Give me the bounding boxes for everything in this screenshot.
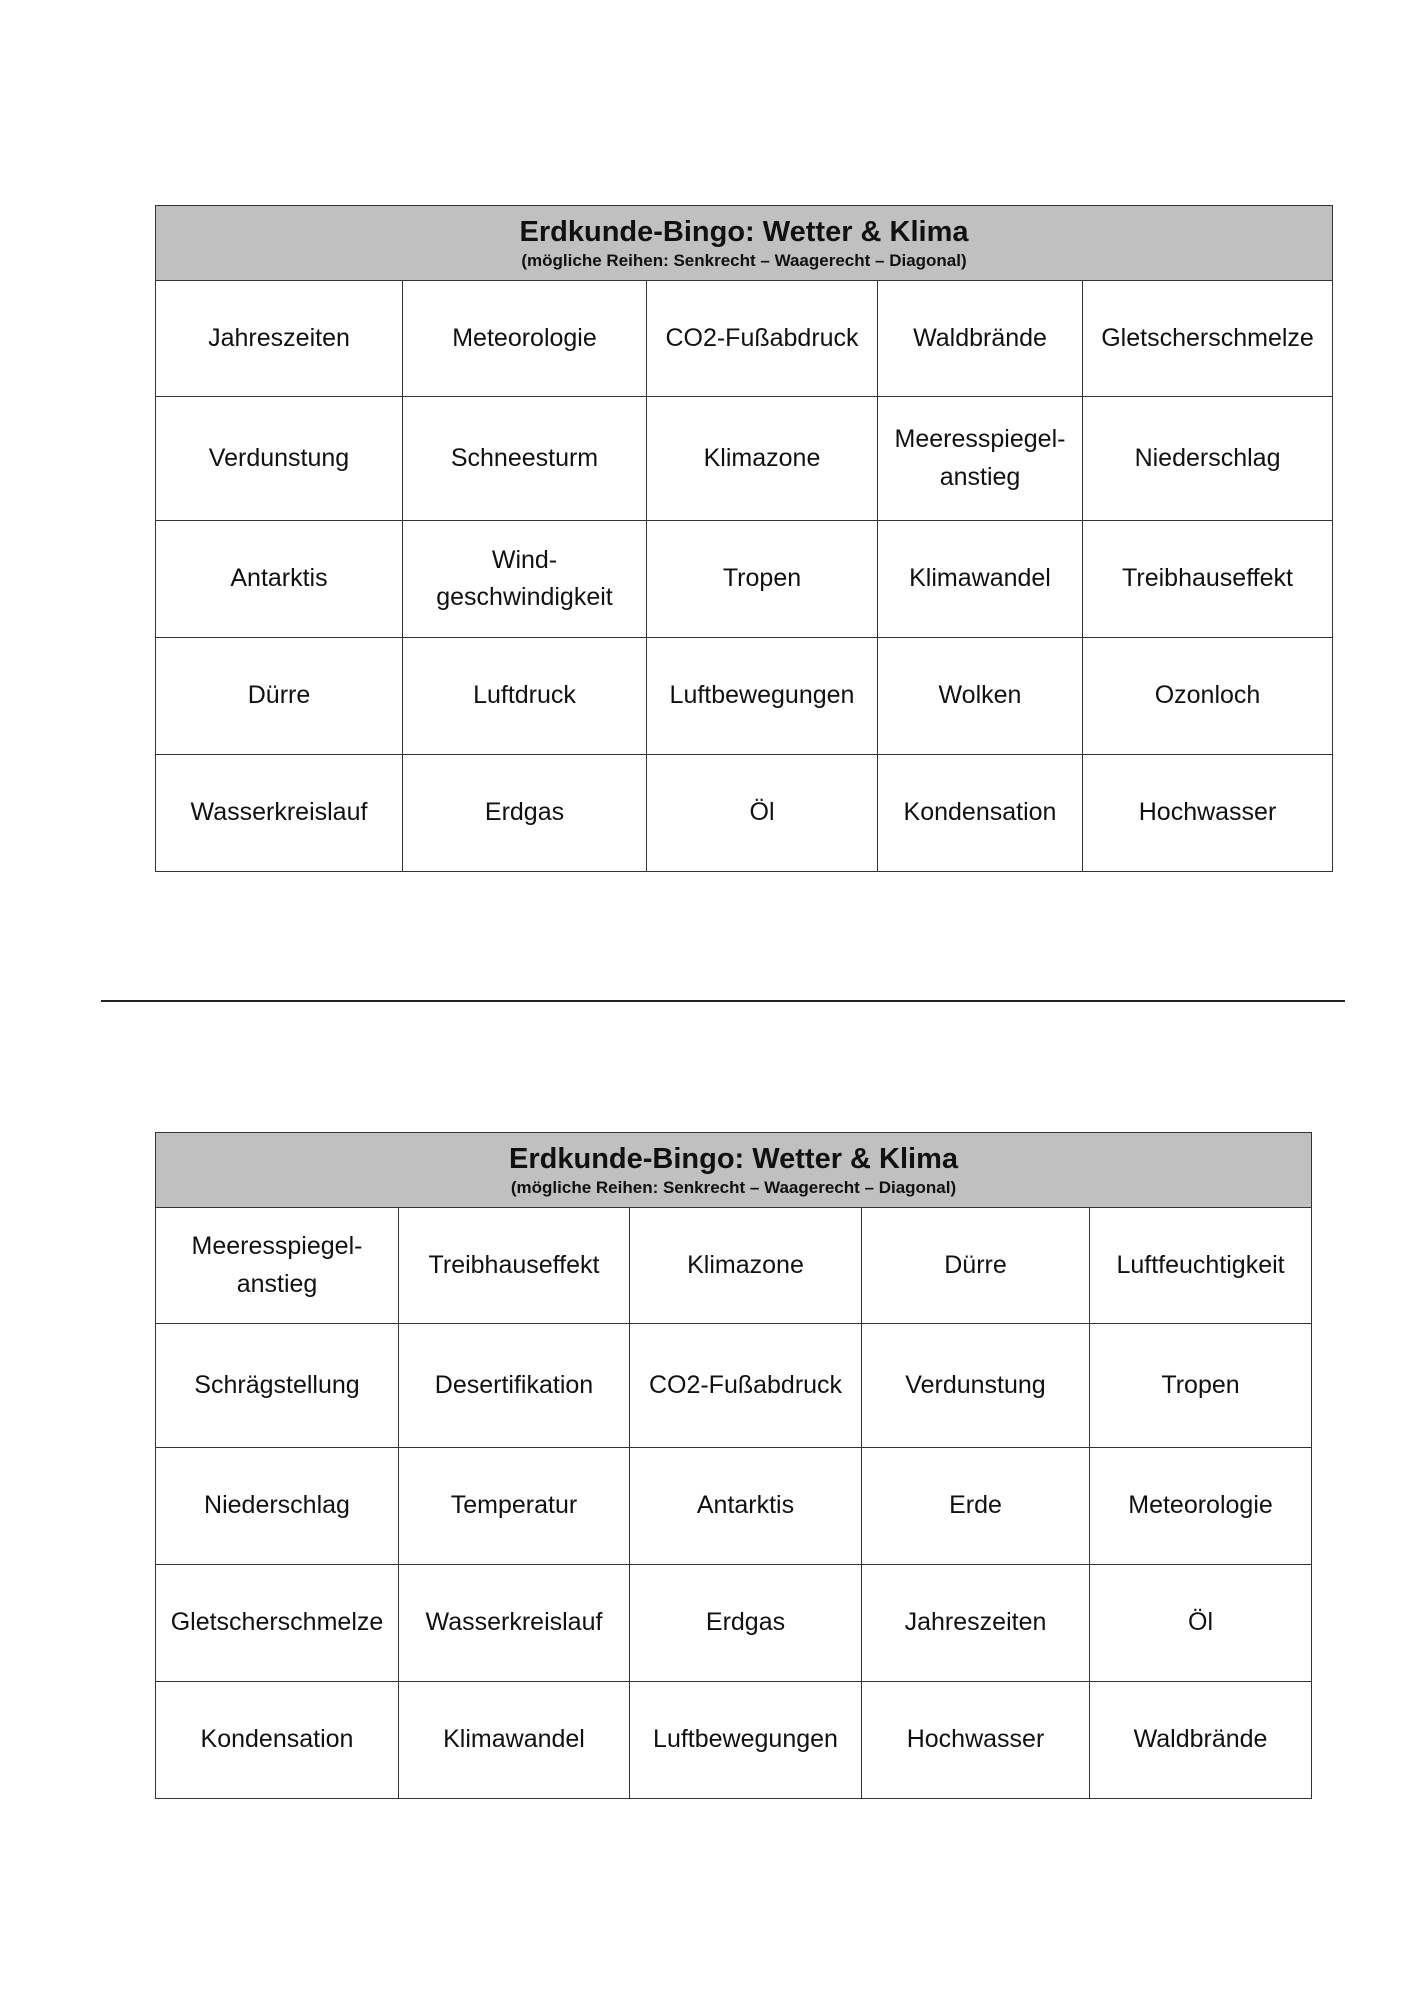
bingo-cell: Klimazone: [630, 1208, 862, 1324]
card-title: Erdkunde-Bingo: Wetter & Klima: [519, 215, 969, 248]
bingo-cell: Luftbewegungen: [647, 638, 878, 755]
card-subtitle: (mögliche Reihen: Senkrecht – Waagerecht – Diagonal): [521, 250, 967, 270]
bingo-row: [156, 397, 1333, 521]
bingo-cell: Ozonloch: [1083, 638, 1333, 755]
card-header: [156, 206, 1333, 281]
bingo-cell: Desertifikation: [399, 1324, 630, 1448]
bingo-cell: Kondensation: [156, 1682, 399, 1799]
bingo-cell: Gletscherschmelze: [1083, 281, 1333, 397]
bingo-cell: Wasserkreislauf: [399, 1565, 630, 1682]
bingo-cell: Hochwasser: [1083, 755, 1333, 872]
bingo-cell: Erde: [862, 1448, 1090, 1565]
bingo-cell: CO2-Fußabdruck: [647, 281, 878, 397]
bingo-cell: Erdgas: [630, 1565, 862, 1682]
bingo-cell: Öl: [647, 755, 878, 872]
bingo-card-1: [155, 205, 1333, 872]
bingo-cell: Klimawandel: [399, 1682, 630, 1799]
bingo-cell: Wolken: [878, 638, 1083, 755]
bingo-cell: Kondensation: [878, 755, 1083, 872]
bingo-cell: Jahreszeiten: [156, 281, 403, 397]
bingo-cell: Schneesturm: [403, 397, 647, 521]
bingo-cell: Temperatur: [399, 1448, 630, 1565]
bingo-row: [156, 1448, 1312, 1565]
bingo-cell: Niederschlag: [1083, 397, 1333, 521]
bingo-cell: Öl: [1090, 1565, 1312, 1682]
bingo-row: [156, 1682, 1312, 1799]
bingo-row: [156, 1208, 1312, 1324]
bingo-row: [156, 281, 1333, 397]
bingo-cell: Dürre: [862, 1208, 1090, 1324]
bingo-cell: Meeresspiegel- anstieg: [156, 1208, 399, 1324]
bingo-cell: Treibhauseffekt: [1083, 521, 1333, 638]
bingo-cell: Klimawandel: [878, 521, 1083, 638]
bingo-cell: Verdunstung: [862, 1324, 1090, 1448]
bingo-cell: Wind- geschwindigkeit: [403, 521, 647, 638]
bingo-row: [156, 521, 1333, 638]
bingo-cell: Tropen: [647, 521, 878, 638]
bingo-row: [156, 1324, 1312, 1448]
bingo-cell: Hochwasser: [862, 1682, 1090, 1799]
bingo-cell: Luftfeuchtigkeit: [1090, 1208, 1312, 1324]
bingo-cell: Tropen: [1090, 1324, 1312, 1448]
bingo-cell: Gletscherschmelze: [156, 1565, 399, 1682]
bingo-cell: Schrägstellung: [156, 1324, 399, 1448]
bingo-cell: Waldbrände: [878, 281, 1083, 397]
bingo-cell: Meteorologie: [403, 281, 647, 397]
cut-line-divider: [101, 1000, 1345, 1002]
card-header: [156, 1133, 1312, 1208]
bingo-cell: Antarktis: [630, 1448, 862, 1565]
bingo-row: [156, 638, 1333, 755]
bingo-cell: Dürre: [156, 638, 403, 755]
bingo-cell: Verdunstung: [156, 397, 403, 521]
bingo-cell: Klimazone: [647, 397, 878, 521]
bingo-cell: Jahreszeiten: [862, 1565, 1090, 1682]
bingo-row: [156, 1565, 1312, 1682]
bingo-cell: Treibhauseffekt: [399, 1208, 630, 1324]
bingo-card-2: [155, 1132, 1312, 1799]
bingo-cell: CO2-Fußabdruck: [630, 1324, 862, 1448]
bingo-cell: Wasserkreislauf: [156, 755, 403, 872]
bingo-cell: Meteorologie: [1090, 1448, 1312, 1565]
bingo-cell: Luftbewegungen: [630, 1682, 862, 1799]
bingo-cell: Niederschlag: [156, 1448, 399, 1565]
bingo-cell: Erdgas: [403, 755, 647, 872]
bingo-cell: Waldbrände: [1090, 1682, 1312, 1799]
card-title: Erdkunde-Bingo: Wetter & Klima: [509, 1142, 959, 1175]
bingo-cell: Luftdruck: [403, 638, 647, 755]
card-subtitle: (mögliche Reihen: Senkrecht – Waagerecht – Diagonal): [510, 1177, 957, 1197]
bingo-row: [156, 755, 1333, 872]
bingo-cell: Antarktis: [156, 521, 403, 638]
bingo-cell: Meeresspiegel- anstieg: [878, 397, 1083, 521]
